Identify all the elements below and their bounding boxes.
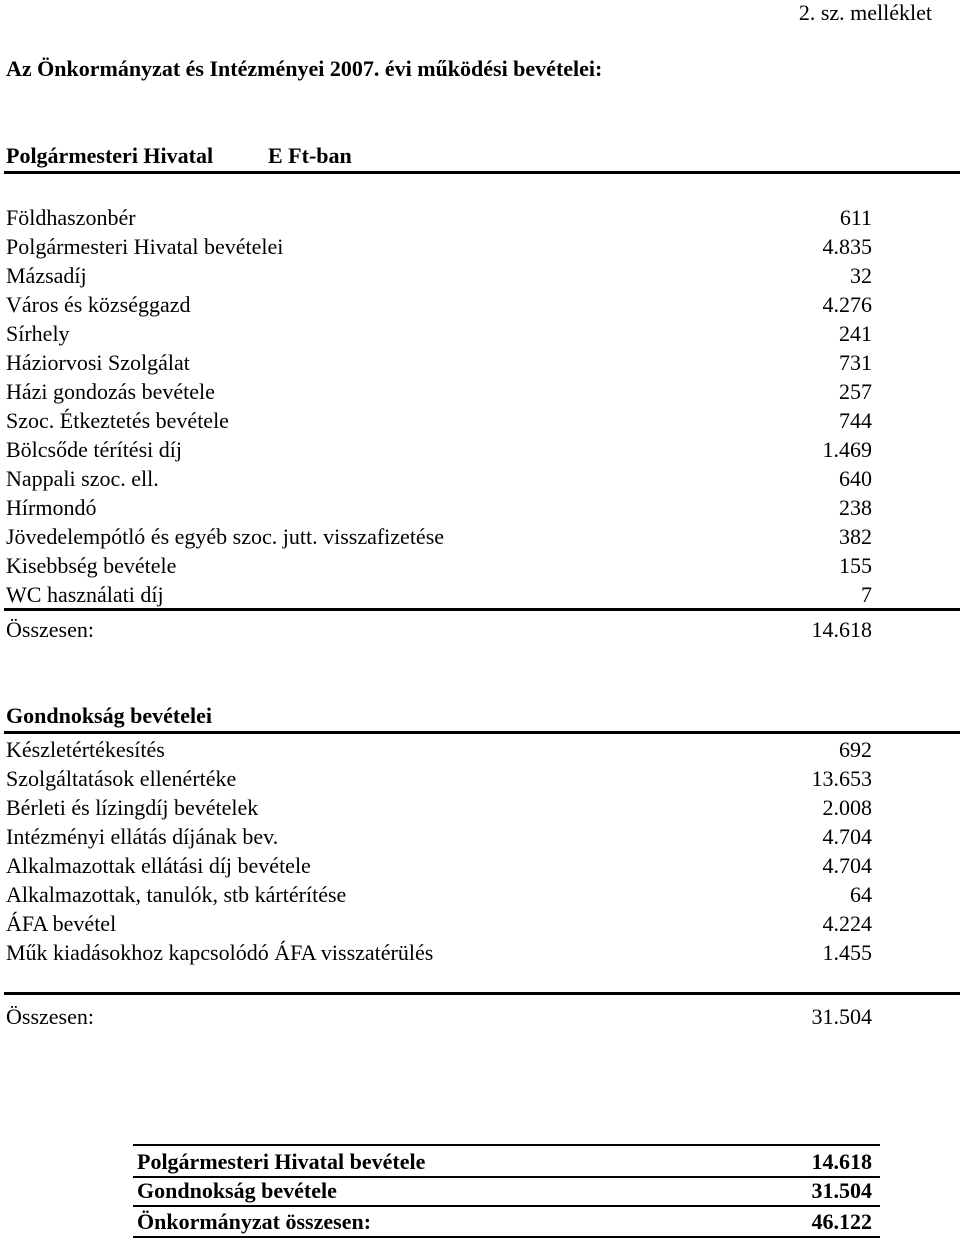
row-value: 731 <box>839 350 872 375</box>
section1-unit: E Ft-ban <box>268 143 352 168</box>
table-row <box>6 437 182 463</box>
row-value: 692 <box>839 737 872 762</box>
row-value: 744 <box>839 408 872 433</box>
section1-title: Polgármesteri Hivatal <box>6 143 214 168</box>
row-value: 4.704 <box>822 824 872 849</box>
table-row <box>6 350 190 376</box>
summary-rule-top <box>133 1144 880 1146</box>
table-row <box>6 408 229 434</box>
row-value: 32 <box>850 263 872 288</box>
row-value: 155 <box>839 553 872 578</box>
table-row <box>6 766 236 792</box>
summary-value: 31.504 <box>811 1178 872 1203</box>
table-row <box>6 292 191 318</box>
row-value: 13.653 <box>811 766 872 791</box>
section2-total-value: 31.504 <box>811 1004 872 1029</box>
row-label: Bölcsőde térítési díj <box>6 437 182 462</box>
annex-label: 2. sz. melléklet <box>798 0 932 25</box>
row-value: 7 <box>861 582 872 607</box>
summary-total-label: Önkormányzat összesen: <box>137 1209 372 1234</box>
row-value: 611 <box>839 205 872 230</box>
table-row <box>6 911 116 937</box>
row-label: Szoc. Étkeztetés bevétele <box>6 408 229 433</box>
section1-rule <box>4 171 960 174</box>
section1-total-label: Összesen: <box>6 617 94 642</box>
table-row <box>6 795 258 821</box>
section2-title: Gondnokság bevételei <box>6 703 212 728</box>
row-label: Műk kiadásokhoz kapcsolódó ÁFA visszatérülés <box>6 940 434 965</box>
page-title: Az Önkormányzat és Intézményei 2007. évi működési bevételei: <box>6 56 603 81</box>
row-label: Hírmondó <box>6 495 97 520</box>
table-row <box>6 379 215 405</box>
row-label: Nappali szoc. ell. <box>6 466 159 491</box>
row-value: 382 <box>839 524 872 549</box>
summary-rule-bottom <box>133 1236 880 1238</box>
row-label: Háziorvosi Szolgálat <box>6 350 190 375</box>
summary-value: 14.618 <box>811 1149 872 1174</box>
summary-total-value: 46.122 <box>811 1209 872 1234</box>
row-label: Földhaszonbér <box>6 205 136 230</box>
row-label: Alkalmazottak, tanulók, stb kártérítése <box>6 882 347 907</box>
row-label: Házi gondozás bevétele <box>6 379 215 404</box>
row-value: 64 <box>850 882 872 907</box>
row-value: 4.224 <box>822 911 872 936</box>
row-value: 1.455 <box>822 940 872 965</box>
row-label: Mázsadíj <box>6 263 87 288</box>
row-label: Bérleti és lízingdíj bevételek <box>6 795 259 820</box>
row-label: Szolgáltatások ellenértéke <box>6 766 237 791</box>
table-row <box>6 824 278 850</box>
row-value: 241 <box>839 321 872 346</box>
row-label: Intézményi ellátás díjának bev. <box>6 824 279 849</box>
table-row <box>6 495 96 521</box>
row-value: 4.276 <box>822 292 872 317</box>
table-row <box>6 553 176 579</box>
table-row <box>6 234 283 260</box>
row-label: Jövedelempótló és egyéb szoc. jutt. visszafizetése <box>6 524 445 549</box>
row-label: Polgármesteri Hivatal bevételei <box>6 234 284 259</box>
table-row <box>6 882 346 908</box>
table-row <box>6 321 70 347</box>
table-row <box>6 524 444 550</box>
row-value: 640 <box>839 466 872 491</box>
table-row <box>6 263 87 289</box>
summary-label: Gondnokság bevétele <box>137 1178 337 1203</box>
summary-rule <box>133 1205 880 1207</box>
row-value: 1.469 <box>822 437 872 462</box>
table-row <box>6 205 136 231</box>
section2-total-rule <box>4 992 960 995</box>
row-label: Város és községgazd <box>6 292 191 317</box>
row-value: 257 <box>839 379 872 404</box>
row-value: 4.704 <box>822 853 872 878</box>
table-row <box>6 853 311 879</box>
table-row <box>6 466 159 492</box>
table-row <box>6 940 433 966</box>
row-value: 4.835 <box>822 234 872 259</box>
row-value: 238 <box>839 495 872 520</box>
table-row <box>6 737 165 763</box>
row-label: Készletértékesítés <box>6 737 165 762</box>
row-value: 2.008 <box>822 795 872 820</box>
table-row <box>6 582 164 608</box>
row-label: Alkalmazottak ellátási díj bevétele <box>6 853 311 878</box>
section1-total-rule <box>4 608 960 611</box>
section1-total-value: 14.618 <box>811 617 872 642</box>
summary-label: Polgármesteri Hivatal bevétele <box>137 1149 426 1174</box>
section2-rule <box>4 731 960 734</box>
section2-total-label: Összesen: <box>6 1004 94 1029</box>
row-label: Sírhely <box>6 321 70 346</box>
row-label: Kisebbség bevétele <box>6 553 177 578</box>
row-label: WC használati díj <box>6 582 164 607</box>
row-label: ÁFA bevétel <box>6 911 117 936</box>
